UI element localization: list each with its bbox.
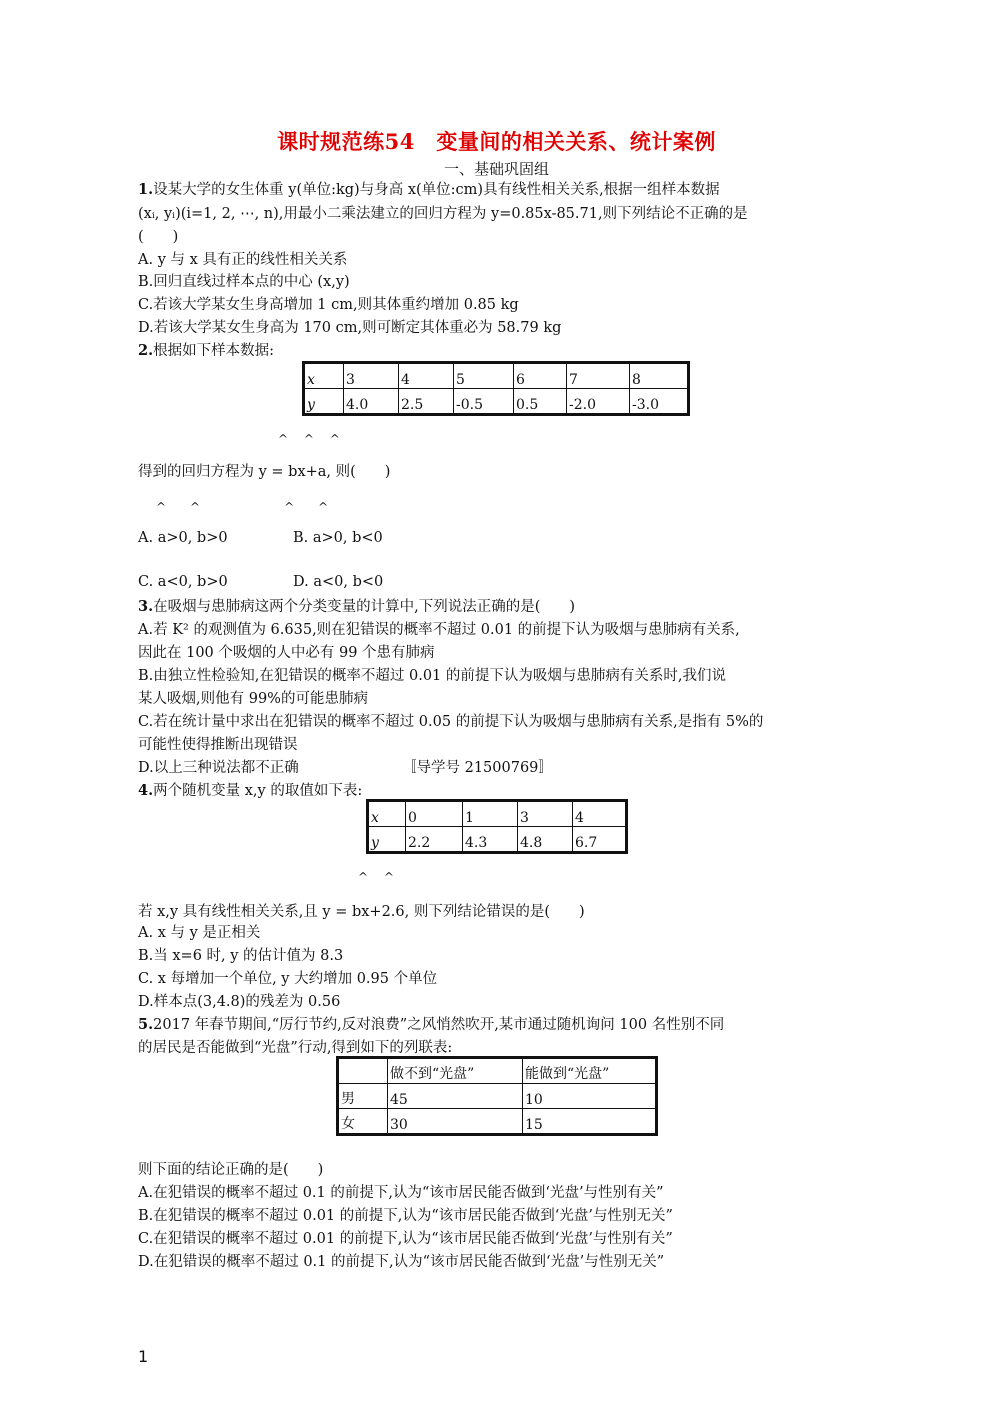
- q5-number: 5.: [138, 1016, 154, 1033]
- q1-text1: 设某大学的女生体重 y(单位:kg)与身高 x(单位:cm)具有线性相关关系,根据一组样本数据: [153, 182, 720, 198]
- q5-text1: 2017 年春节期间,“厉行节约,反对浪费”之风悄然吹开,某市通过随机询问 100 名性别不同: [153, 1017, 725, 1033]
- table-row: [368, 827, 627, 853]
- q2-intro-line: [138, 339, 274, 360]
- table-cell: -2.0: [567, 389, 630, 415]
- q4-data-table: [366, 799, 628, 854]
- page-title: 课时规范练54 变量间的相关关系、统计案例: [277, 129, 716, 154]
- q4-option-c: C. x 每增加一个单位, y 大约增加 0.95 个单位: [138, 971, 438, 987]
- table-header: 做不到“光盘”: [388, 1058, 523, 1084]
- table-cell: y: [304, 389, 344, 415]
- table-header: [338, 1058, 388, 1084]
- table-cell: 2.5: [399, 389, 454, 415]
- q3-option-c-line1: C.若在统计量中求出在犯错误的概率不超过 0.05 的前提下认为吸烟与患肺病有关系,是指有 5%的: [138, 714, 764, 730]
- table-cell: 15: [523, 1109, 657, 1135]
- table-cell: 4: [399, 363, 454, 389]
- table-cell: 10: [523, 1084, 657, 1109]
- q2-number: 2.: [138, 342, 154, 359]
- table-cell: 6.7: [573, 827, 627, 853]
- q3-reference: 〚导学号 21500769〛: [402, 760, 553, 776]
- table-cell: -3.0: [630, 389, 689, 415]
- table-cell: 45: [388, 1084, 523, 1109]
- q4-option-a: A. x 与 y 是正相关: [138, 925, 261, 941]
- table-cell: 2.2: [406, 827, 463, 853]
- table-row: [368, 801, 627, 827]
- q2-option-b: B. a>0, b<0: [293, 530, 383, 546]
- q1-line3: ( ): [138, 229, 179, 245]
- table-cell: 0.5: [514, 389, 567, 415]
- table-cell: 0: [406, 801, 463, 827]
- table-cell: -0.5: [454, 389, 514, 415]
- q2-option-a: A. a>0, b>0: [138, 530, 228, 546]
- table-cell: 8: [630, 363, 689, 389]
- q3-option-c-line2: 可能性使得推断出现错误: [138, 737, 298, 753]
- table-cell: y: [368, 827, 406, 853]
- table-cell: 6: [514, 363, 567, 389]
- q3-stem-line: [138, 595, 575, 616]
- table-row: [338, 1058, 657, 1084]
- q1-line2: (xᵢ, yᵢ)(i=1, 2, ⋯, n),用最小二乘法建立的回归方程为 y=0.85x-85.71,则下列结论不正确的是: [138, 206, 748, 222]
- table-cell: 3: [344, 363, 399, 389]
- table-cell: 女: [338, 1109, 388, 1135]
- page-number: 1: [138, 1347, 149, 1366]
- q3-number: 3.: [138, 598, 154, 615]
- q2-hat-marks: ^ ^ ^: [278, 432, 340, 446]
- q2-stem: 得到的回归方程为 y = bx+a, 则( ): [138, 464, 391, 480]
- q3-option-a-line2: 因此在 100 个吸烟的人中必有 99 个患有肺病: [138, 645, 435, 661]
- q5-contingency-table: [336, 1056, 658, 1136]
- section-heading: 一、基础巩固组: [443, 160, 549, 178]
- table-cell: 3: [518, 801, 573, 827]
- table-header: 能做到“光盘”: [523, 1058, 657, 1084]
- table-cell: 男: [338, 1084, 388, 1109]
- q1-option-c: C.若该大学某女生身高增加 1 cm,则其体重约增加 0.85 kg: [138, 297, 519, 313]
- q5-option-a: A.在犯错误的概率不超过 0.1 的前提下,认为“该市居民能否做到‘光盘’与性别有关”: [138, 1185, 664, 1201]
- table-cell: 5: [454, 363, 514, 389]
- q5-option-d: D.在犯错误的概率不超过 0.1 的前提下,认为“该市居民能否做到‘光盘’与性别无关”: [138, 1254, 665, 1270]
- q4-intro-line: [138, 779, 362, 800]
- q4-option-d: D.样本点(3,4.8)的残差为 0.56: [138, 994, 341, 1010]
- q5-option-c: C.在犯错误的概率不超过 0.01 的前提下,认为“该市居民能否做到‘光盘’与性别有关”: [138, 1231, 673, 1247]
- table-cell: 4.8: [518, 827, 573, 853]
- q1-option-a: A. y 与 x 具有正的线性相关关系: [138, 252, 348, 268]
- q5-option-b: B.在犯错误的概率不超过 0.01 的前提下,认为“该市居民能否做到‘光盘’与性别无关”: [138, 1208, 673, 1224]
- q3-option-b-line1: B.由独立性检验知,在犯错误的概率不超过 0.01 的前提下认为吸烟与患肺病有关系时,我们说: [138, 668, 726, 684]
- table-cell: x: [304, 363, 344, 389]
- q2-option-d: D. a<0, b<0: [293, 574, 384, 590]
- table-cell: 7: [567, 363, 630, 389]
- q1-line1: [138, 178, 720, 199]
- q1-option-b: B.回归直线过样本点的中心 (x,y): [138, 274, 350, 290]
- q2-intro: 根据如下样本数据:: [153, 343, 275, 359]
- q4-intro: 两个随机变量 x,y 的取值如下表:: [153, 783, 363, 799]
- q3-option-b-line2: 某人吸烟,则他有 99%的可能患肺病: [138, 691, 368, 707]
- q3-stem: 在吸烟与患肺病这两个分类变量的计算中,下列说法正确的是( ): [153, 599, 576, 615]
- q4-number: 4.: [138, 782, 154, 799]
- q4-hat-marks: ^ ^: [358, 870, 394, 884]
- table-row: [304, 389, 689, 415]
- q4-stem: 若 x,y 具有线性相关关系,且 y = bx+2.6, 则下列结论错误的是( ): [138, 904, 585, 920]
- table-cell: 4.0: [344, 389, 399, 415]
- q3-option-a-line1: A.若 K² 的观测值为 6.635,则在犯错误的概率不超过 0.01 的前提下认为吸烟与患肺病有关系,: [138, 622, 740, 638]
- table-cell: x: [368, 801, 406, 827]
- table-row: [338, 1109, 657, 1135]
- table-cell: 30: [388, 1109, 523, 1135]
- table-cell: 1: [463, 801, 518, 827]
- q4-option-b: B.当 x=6 时, y 的估计值为 8.3: [138, 948, 344, 964]
- table-cell: 4.3: [463, 827, 518, 853]
- q2-data-table: [302, 361, 690, 416]
- table-row: [304, 363, 689, 389]
- q3-option-d: D.以上三种说法都不正确: [138, 760, 299, 776]
- table-row: [338, 1084, 657, 1109]
- q2-option-c: C. a<0, b>0: [138, 574, 228, 590]
- q2-option-hat-marks: ^ ^ ^ ^: [156, 500, 329, 514]
- q1-option-d: D.若该大学某女生身高为 170 cm,则可断定其体重必为 58.79 kg: [138, 320, 562, 336]
- q5-stem: 则下面的结论正确的是( ): [138, 1162, 324, 1178]
- q5-line2: 的居民是否能做到“光盘”行动,得到如下的列联表:: [138, 1040, 453, 1056]
- table-cell: 4: [573, 801, 627, 827]
- q5-line1: [138, 1013, 724, 1034]
- q1-number: 1.: [138, 181, 154, 198]
